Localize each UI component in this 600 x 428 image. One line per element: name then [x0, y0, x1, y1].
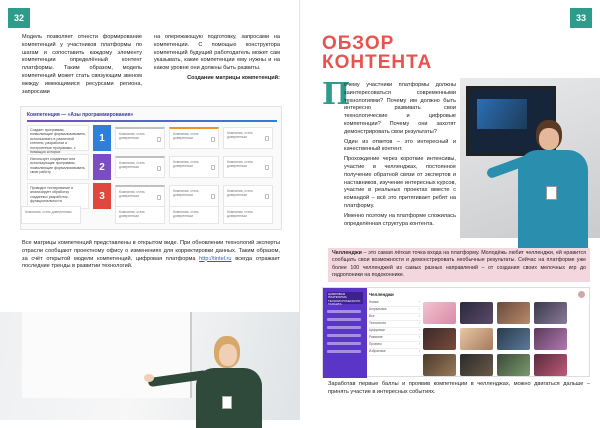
matrix-cell[interactable]: Компания, стать доверенным — [169, 206, 219, 224]
app-logo: ЦИФРОВАЯ ПЛАТФОРМА ТЕХНОЛОГИЧЕСКОГО ТАЛАНТА — [327, 292, 363, 304]
lock-icon — [211, 165, 215, 170]
matrix-cell[interactable]: Компания, стать доверенным — [223, 185, 273, 207]
paragraph: Модель позволяет отнести формирование компетенций у участников платформы по шагам и сопоставить каждому элементу компетенции определённый контент платформы. Таким образом, модель компетенций может стать связующим звеном между имеющимися ресурсами региона, запросами — [22, 34, 142, 95]
app-menu-item[interactable]: Технологии › — [369, 321, 421, 328]
challenge-tile[interactable] — [497, 354, 530, 376]
matrix-row — [27, 206, 277, 226]
matrix-cell[interactable]: Компания, стать доверенным — [115, 185, 165, 207]
lock-icon — [265, 136, 269, 141]
right-bottom-paragraph: Заработав первые баллы и проявив компетенции в челленджах, можно двигаться дальше – принять участие в интересных событиях. — [328, 381, 590, 395]
challenge-tile[interactable] — [460, 328, 493, 350]
section-title: ОБЗОР КОНТЕНТА — [322, 33, 433, 73]
lock-icon — [265, 194, 269, 199]
paragraph: Один из ответов – это интересный и качественный контент. — [344, 138, 456, 153]
matrix-cell[interactable]: Компания, стать доверенным — [169, 127, 219, 149]
app-menu — [369, 292, 421, 376]
app-menu-item[interactable]: Все › — [369, 314, 421, 321]
challenges-callout — [328, 248, 590, 282]
app-menu-item[interactable]: Цифровые › — [369, 328, 421, 335]
callout-bold: Челленджи — [332, 250, 362, 256]
challenge-tile[interactable] — [534, 302, 567, 324]
lock-icon — [211, 194, 215, 199]
platform-link[interactable]: http://tintel.ru — [199, 255, 232, 262]
matrix-title: Компетенция — «Азы программирования» — [27, 112, 134, 118]
challenge-tile[interactable] — [423, 302, 456, 324]
photo-girl-at-whiteboard — [0, 312, 300, 420]
matrix-row-number: 1 — [93, 125, 111, 151]
left-bottom-paragraph: Все матрицы компетенций представлены в открытом виде. При обновлении технологий эксперты отрасли сообщают проектному офису о изменениях для корректировки данных. Таким образом, за счёт открытой модели компетенций, цифровая платформа http://tintel.ru всегда отражает последние тренды в развитии технологий. — [22, 240, 280, 270]
challenge-tile[interactable] — [423, 328, 456, 350]
challenge-tile[interactable] — [497, 302, 530, 324]
matrix-row — [27, 154, 277, 180]
paragraph: Прохождение через короткие интенсивы, участие в челленджах, постоянное получение обратной связи от экспертов и наставников, изучение интересных курсов, участие в реальных проектах вместе с командой – всё это притягивает ребят на платформу. — [344, 156, 456, 209]
lock-icon — [157, 166, 161, 171]
matrix-divider — [27, 120, 277, 122]
platform-app-screenshot — [322, 287, 590, 377]
page-number-left: 32 — [8, 8, 30, 28]
challenge-tile[interactable] — [534, 328, 567, 350]
left-column-1 — [22, 34, 142, 98]
matrix-row — [27, 125, 277, 155]
matrix-cell[interactable]: Компания, стать доверенным — [169, 185, 219, 207]
matrix-cell[interactable]: Компания, стать доверенным — [169, 156, 219, 178]
right-column — [344, 82, 456, 230]
app-menu-item[interactable]: Новые › — [369, 300, 421, 307]
challenge-tile[interactable] — [423, 354, 456, 376]
competency-matrix — [20, 106, 282, 230]
avatar[interactable] — [578, 291, 585, 298]
app-menu-item[interactable]: Избранные › — [369, 349, 421, 356]
app-menu-item[interactable]: Развитие › — [369, 335, 421, 342]
lock-icon — [265, 165, 269, 170]
left-page — [0, 0, 300, 420]
lock-icon — [157, 195, 161, 200]
page-number-right: 33 — [570, 8, 592, 28]
challenge-tile[interactable] — [460, 302, 493, 324]
paragraph: на опережающую подготовку, запросами на компетенции. С помощью конструктора компетенций будущий работодатель может сам указывать, какие компетенции ему нужны и на каком уровне они должны быть развиты. — [154, 34, 280, 72]
challenge-tile[interactable] — [497, 328, 530, 350]
matrix-cell[interactable]: Компания, стать доверенным — [223, 206, 273, 224]
matrix-heading: Создание матрицы компетенций: — [187, 74, 280, 81]
matrix-cell[interactable]: Компания, стать доверенным — [115, 206, 165, 224]
dropcap: П — [322, 77, 351, 112]
photo-boy-at-screen — [460, 78, 600, 238]
matrix-row-label: Проводит тестирование и анализирует обработку созданных разработок, функциональности — [27, 183, 89, 209]
left-column-2 — [154, 34, 280, 85]
lock-icon — [211, 137, 215, 142]
matrix-cell[interactable]: Компания, стать доверенным — [223, 127, 273, 149]
matrix-cell[interactable]: Компания, стать доверенным — [115, 127, 165, 149]
matrix-row-number: 2 — [93, 154, 111, 180]
challenge-tile[interactable] — [460, 354, 493, 376]
matrix-cell[interactable]: Компания, стать доверенным — [21, 206, 81, 224]
matrix-cell[interactable]: Компания, стать доверенным — [115, 156, 165, 178]
app-sidebar — [323, 288, 367, 378]
matrix-row-label: Использует созданные или использующие программы, позволяющие формализовывать свою работу — [27, 154, 89, 180]
app-menu-item[interactable]: Актуальные › — [369, 307, 421, 314]
matrix-cell[interactable]: Компания, стать доверенным — [223, 156, 273, 178]
paragraph: Именно поэтому на платформе сложилась определённая структура контента. — [344, 212, 456, 227]
challenge-tile[interactable] — [534, 354, 567, 376]
paragraph: очему участники платформы должны заинтересоваться современными технологиями? Почему им должно быть интересно развивать свои технологические и цифровые компетенции? Почему они захотят демонстрировать свои результаты? — [344, 82, 456, 135]
lock-icon — [157, 137, 161, 142]
callout-text: – это самая лёгкая точка входа на платформу. Молодёжь любит челленджи, ей нравится сообщать свои возможности и демонстрировать необычные результаты. Сейчас на платформе уже более 100 челленджей из самых разных направлений – от создания своих мелочных игр до гидропоники на подоконнике. — [332, 250, 586, 279]
app-menu-item[interactable]: Проекты › — [369, 342, 421, 349]
app-menu-title: Челленджи — [369, 292, 394, 297]
matrix-row-label: Создает программы, позволяющие формализовывать, использовать в различной степени, разработки и построенные программы, с помощью которых — [27, 125, 89, 151]
matrix-row-number: 3 — [93, 183, 111, 209]
